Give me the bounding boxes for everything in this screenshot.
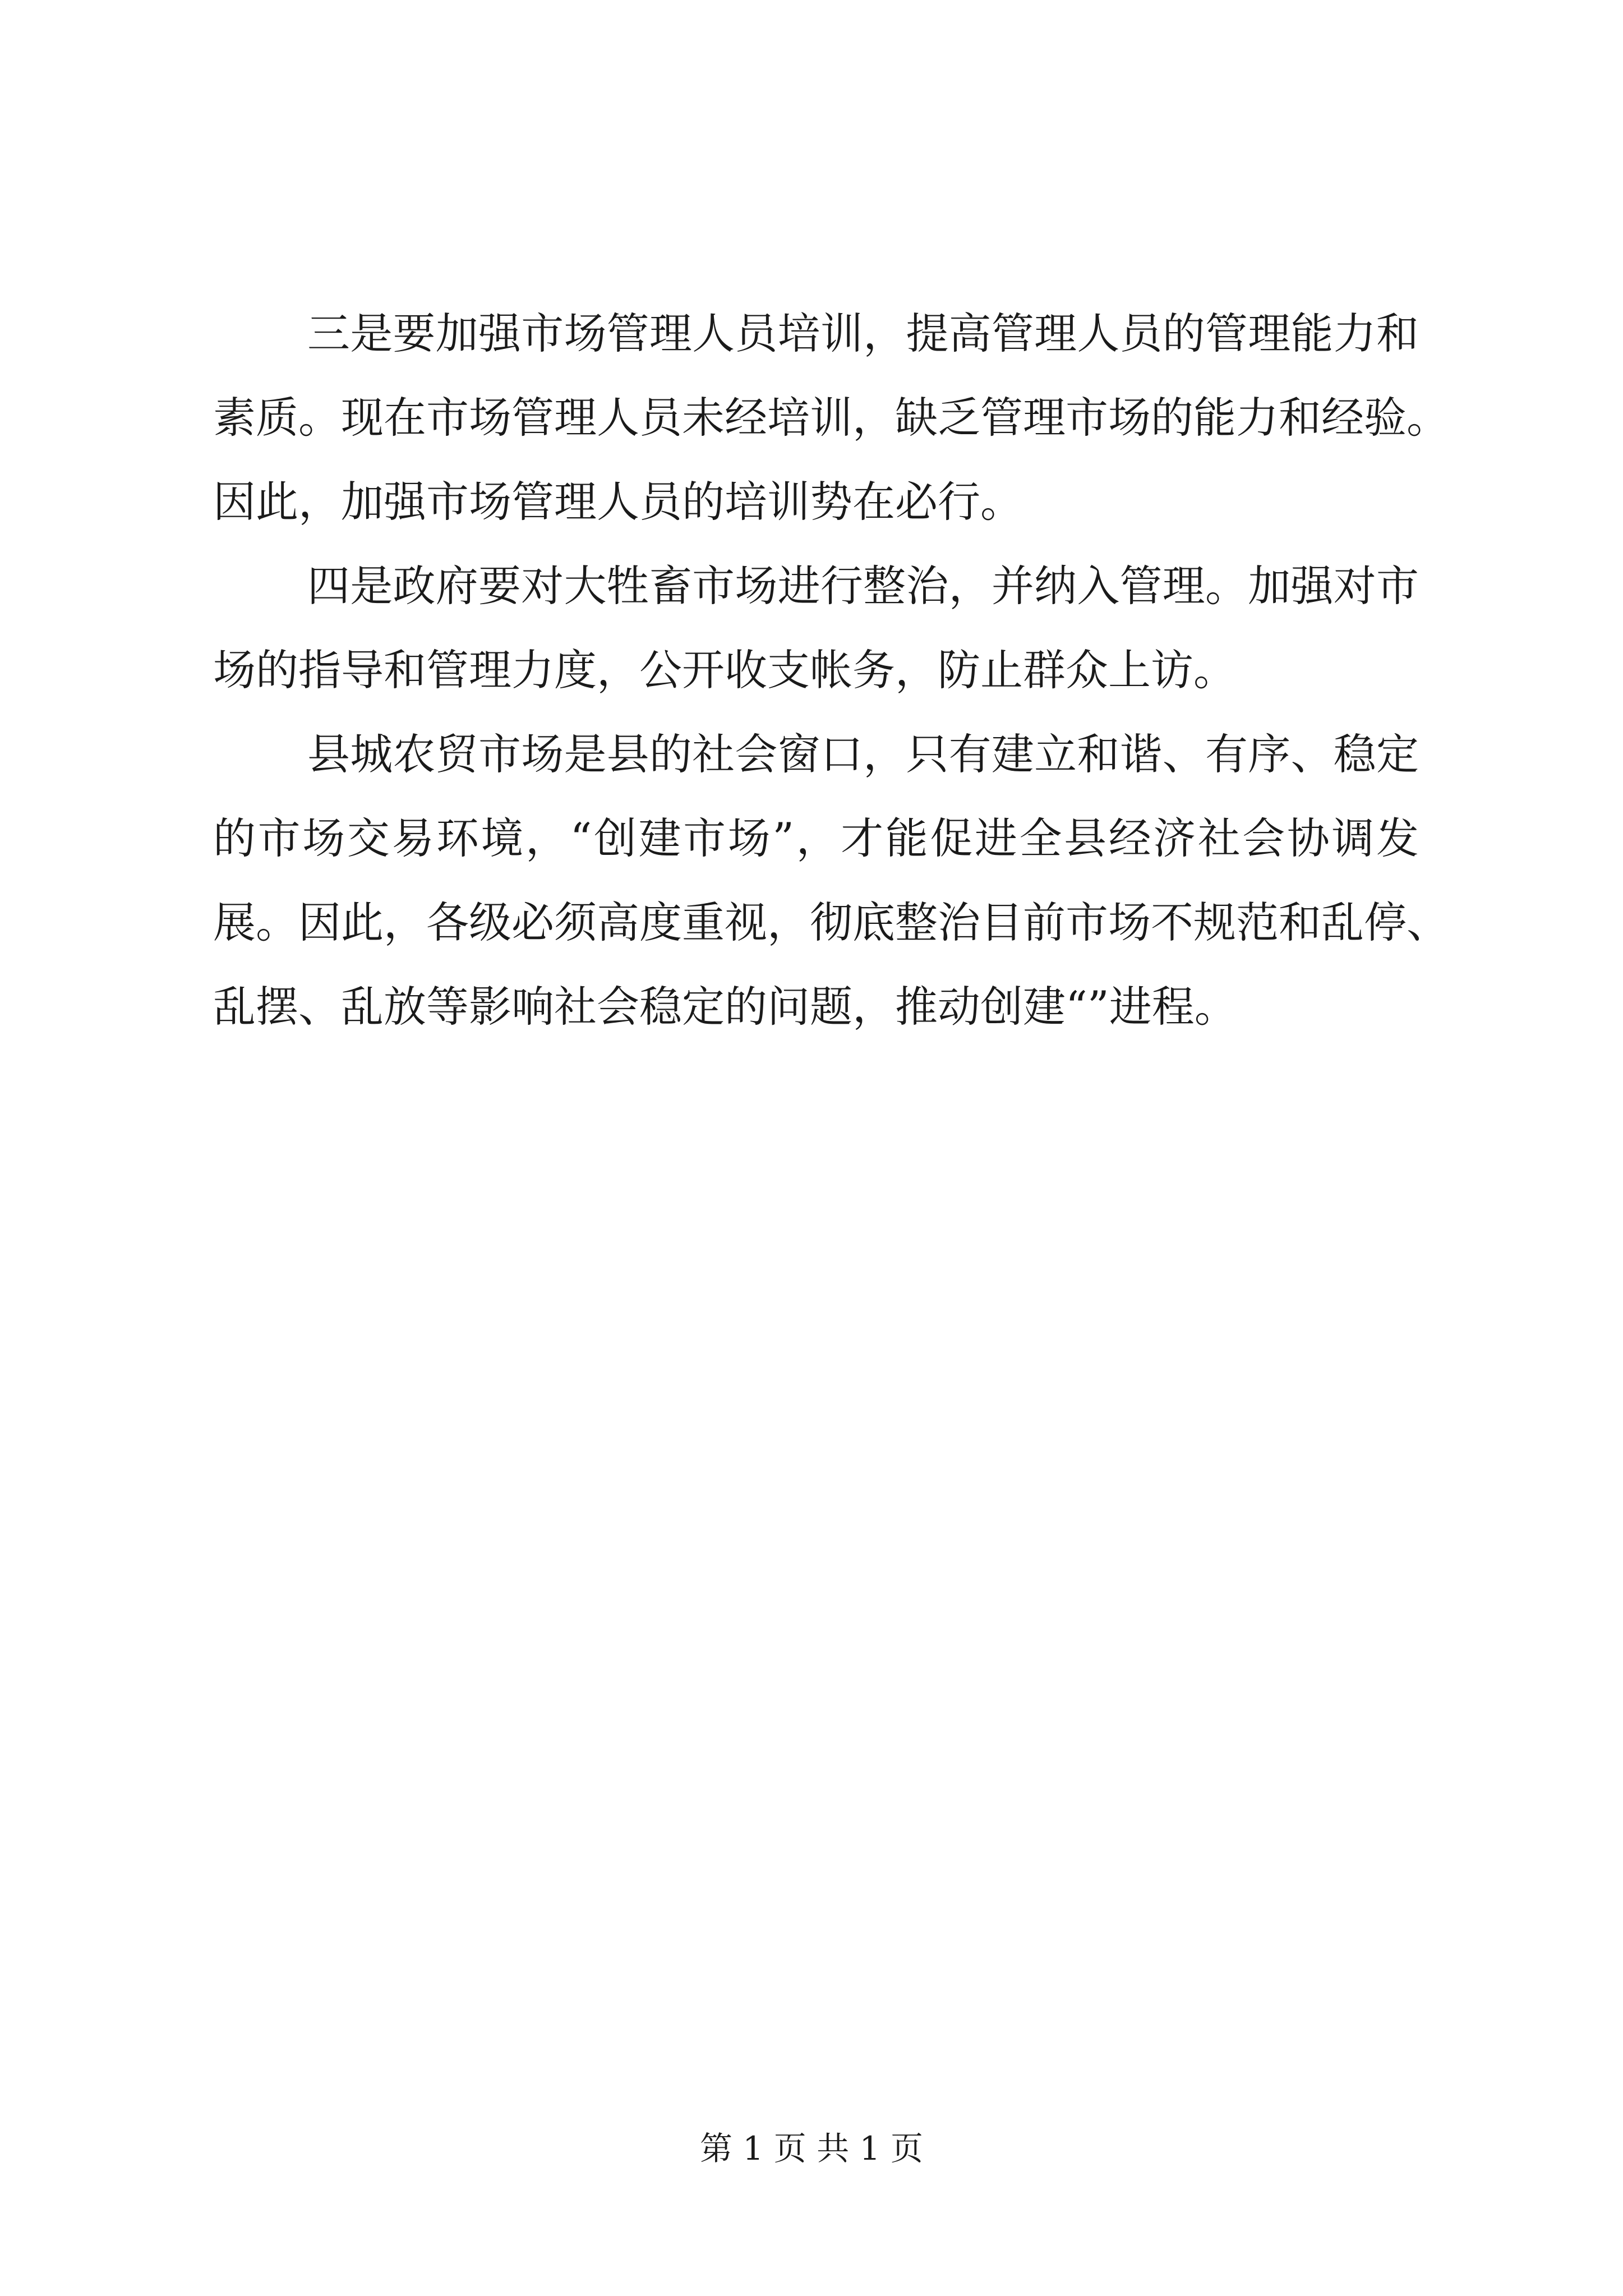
paragraph-line: 的市场交易环境，“创建市场”，才能促进全县经济社会协调发 bbox=[213, 813, 1419, 863]
paragraph-2 bbox=[213, 544, 1419, 712]
paragraph-3 bbox=[213, 712, 1449, 1049]
paragraph-line: 三是要加强市场管理人员培训，提高管理人员的管理能力和 bbox=[307, 309, 1419, 358]
paragraph-line: 因此，加强市场管理人员的培训势在必行。 bbox=[213, 477, 1023, 527]
paragraph-line: 四是政府要对大牲畜市场进行整治，并纳入管理。加强对市 bbox=[307, 561, 1419, 611]
paragraph-1 bbox=[213, 292, 1449, 544]
paragraph-line: 展。因此，各级必须高度重视，彻底整治目前市场不规范和乱停、 bbox=[213, 898, 1449, 947]
paragraph-line: 场的指导和管理力度，公开收支帐务，防止群众上访。 bbox=[213, 645, 1236, 695]
page-footer bbox=[0, 2126, 1623, 2171]
page-number-label: 第 1 页 共 1 页 bbox=[700, 2129, 923, 2168]
paragraph-line: 素质。现在市场管理人员未经培训，缺乏管理市场的能力和经验。 bbox=[213, 393, 1449, 443]
paragraph-line: 县城农贸市场是县的社会窗口，只有建立和谐、有序、稳定 bbox=[307, 729, 1419, 779]
document-body bbox=[213, 292, 1449, 1049]
paragraph-line: 乱摆、乱放等影响社会稳定的问题，推动创建“”进程。 bbox=[213, 982, 1237, 1032]
